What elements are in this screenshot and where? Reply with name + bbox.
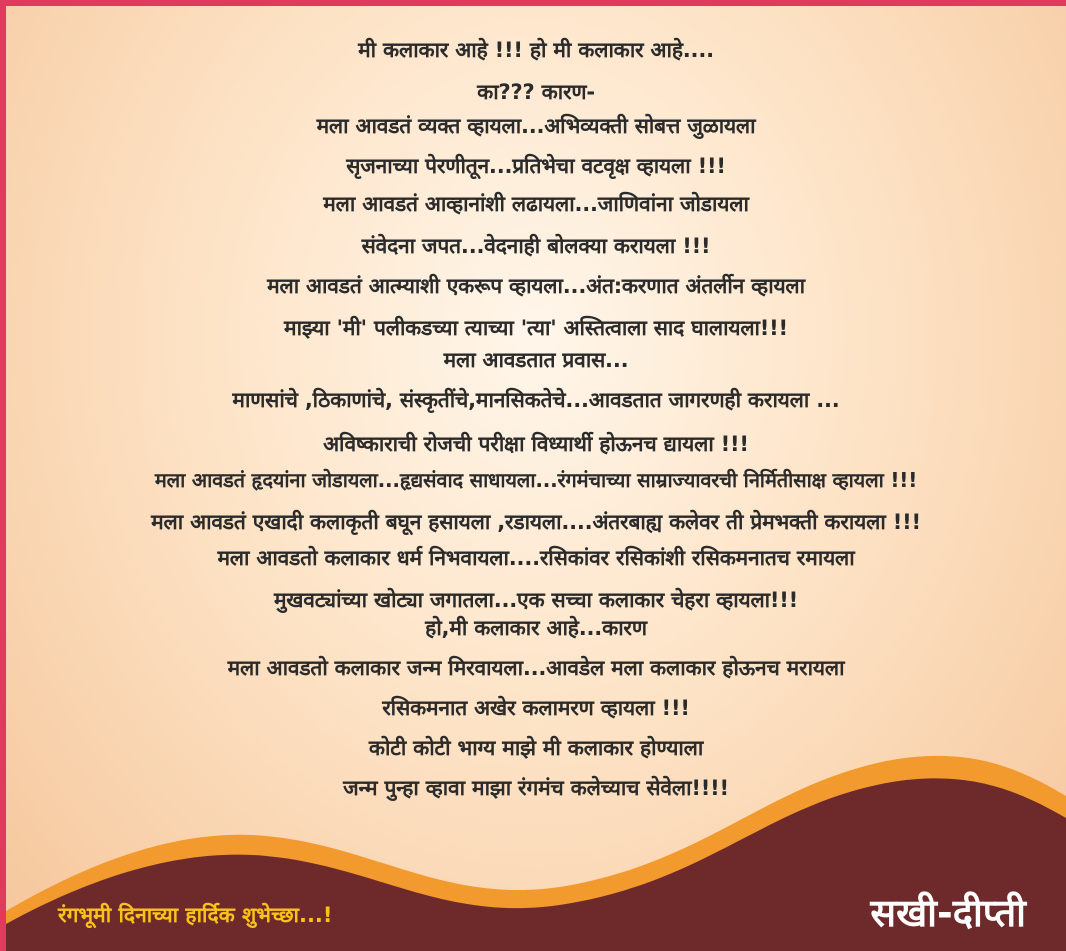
poem-line: मला आवडतं हृदयांना जोडायला...हृद्यसंवाद साधायला...रंगमंचाच्या साम्राज्यावरची निर्मितीसाक्ष व्हायला !!!	[154, 468, 918, 492]
poem-line: हो,मी कलाकार आहे...कारण	[425, 616, 647, 640]
poem-line: संवेदना जपत...वेदनाही बोलक्या करायला !!!	[361, 234, 711, 258]
poem-line: मुखवट्यांच्या खोट्या जगातला...एक सच्चा कलाकार चेहरा व्हायला!!!	[273, 588, 799, 612]
poem-line: रसिकमनात अखेर कलामरण व्हायला !!!	[382, 696, 690, 720]
poem-line: मला आवडतो कलाकार जन्म मिरवायला...आवडेल मला कलाकार होऊनच मरायला	[227, 656, 845, 680]
poem-line: मी कलाकार आहे !!! हो मी कलाकार आहे....	[358, 38, 714, 62]
poem-line: कोटी कोटी भाग्य माझे मी कलाकार होण्याला	[368, 736, 704, 760]
poem-line: मला आवडतो कलाकार धर्म निभवायला....रसिकांवर रसिकांशी रसिकमनातच रमायला	[217, 546, 855, 570]
poem-line: मला आवडतं आव्हानांशी लढायला...जाणिवांना जोडायला	[323, 192, 749, 216]
greeting-card	[6, 6, 1066, 951]
signature: सखी-दीप्ती	[870, 891, 1026, 935]
poem-line: मला आवडतं व्यक्त व्हायला...अभिव्यक्ती सोबत्त जुळायला	[316, 114, 756, 138]
poem-line: अविष्काराची रोजची परीक्षा विध्यार्थी होऊनच द्यायला !!!	[323, 432, 749, 456]
poem-line: मला आवडतात प्रवास...	[443, 348, 629, 372]
poem-line: का??? कारण-	[477, 80, 595, 104]
poem-line: मला आवडतं आत्म्याशी एकरूप व्हायला...अंत:करणात अंतर्लीन व्हायला	[267, 274, 805, 298]
poem-line: माणसांचे ,ठिकाणांचे, संस्कृतींचे,मानसिकतेचे...आवडतात जागरणही करायला ...	[232, 388, 840, 412]
poem-line: जन्म पुन्हा व्हावा माझा रंगमंच कलेच्याच सेवेला!!!!	[343, 776, 729, 800]
poem-line: सृजनाच्या पेरणीतून...प्रतिभेचा वटवृक्ष व्हायला !!!	[346, 154, 726, 178]
poem-line: माझ्या 'मी' पलीकडच्या त्याच्या 'त्या' अस्तित्वाला साद घालायला!!!	[284, 316, 788, 340]
greeting-text: रंगभूमी दिनाच्या हार्दिक शुभेच्छा...!	[58, 903, 333, 927]
poem-line: मला आवडतं एखादी कलाकृती बघून हसायला ,रडायला....अंतरबाह्य कलेवर ती प्रेमभक्ती करायला !!!	[151, 510, 921, 534]
